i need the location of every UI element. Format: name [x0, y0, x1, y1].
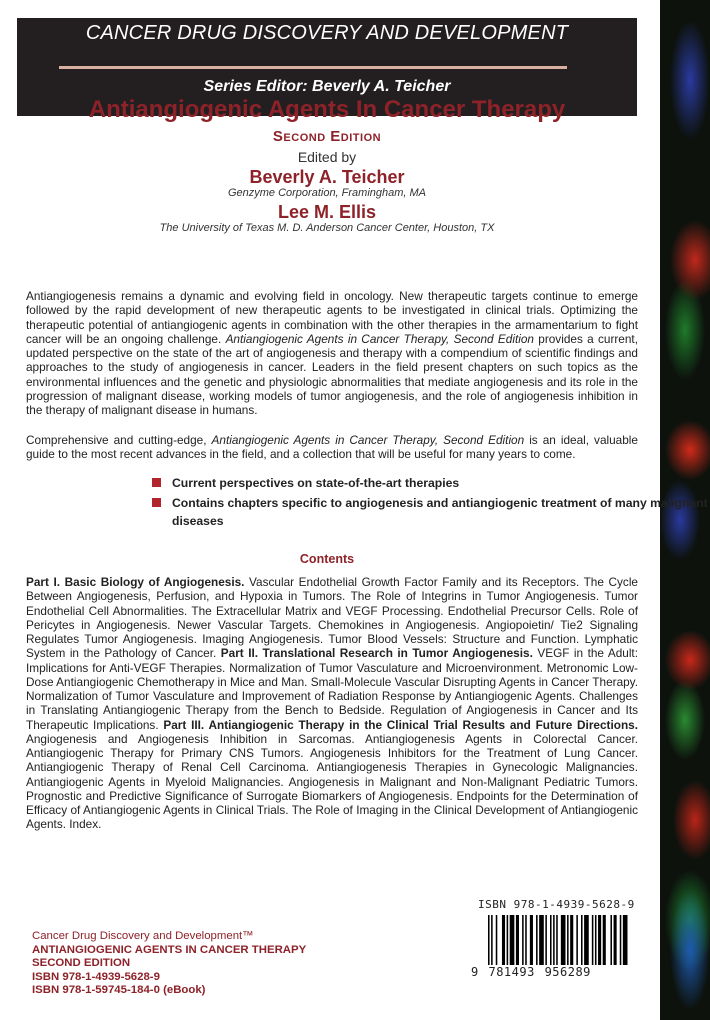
feature-text: Current perspectives on state-of-the-art therapies	[172, 476, 460, 490]
barcode-bar	[584, 915, 589, 965]
text-segment: VEGF in the Adult: Implications for Anti-VEGF Therapies. Normalization of Tumor Vasculature and Microenvironment. Metronomic Low-Dose Antiangiogenic Chemotherapy in Mice and Man. Small-Molecule Vascular Disrupting Agents in Cancer Therapy. Normalization of Tumor Vasculature and Improvement of Radiation Response by Antiangiogenic Agents. Challenges in Translating Antiangiogenic Therapy from the Bench to Bedside. Regulation of Angiogenesis in Cancer and Its Therapeutic Implications.	[26, 646, 638, 732]
barcode-bar	[522, 915, 524, 965]
series-editor: Series Editor: Beverly A. Teicher	[203, 78, 451, 95]
barcode-digit-group: 956289	[544, 965, 591, 979]
barcode-bar	[614, 915, 617, 965]
description-paragraph	[26, 433, 638, 462]
barcode-bar	[536, 915, 538, 965]
feature-item	[152, 494, 710, 530]
description-paragraph	[26, 289, 638, 418]
header-rule	[59, 66, 567, 69]
book-title-italic: Antiangiogenic Agents in Cancer Therapy, Second Edition	[225, 331, 534, 346]
barcode-bar	[510, 915, 515, 965]
barcode-bar	[620, 915, 622, 965]
text-segment: provides a current, updated perspective on the state of the art of angiogenesis and therapy with a compendium of scientific findings and approaches to the study of angiogenesis in cancer. Leaders in the field present chapters on such topics as the environmental influences and the genetic and physiologic abnormalities that mediate angiogenesis and its role in the progression of malignant disease, working models of tumor angiogenesis, and the role of angiogenesis inhibition in the therapy of malignant disease in humans.	[26, 331, 638, 418]
contents-heading: Contents	[299, 552, 355, 566]
editor-affiliation: Genzyme Corporation, Framingham, MA	[227, 187, 427, 199]
barcode-digit-group: 9	[471, 965, 479, 979]
barcode-bar	[525, 915, 527, 965]
book-title: Antiangiogenic Agents In Cancer Therapy	[88, 96, 566, 123]
barcode-bar	[592, 915, 594, 965]
barcode-bar	[567, 915, 569, 965]
contents-part-heading: Part I. Basic Biology of Angiogenesis.	[26, 575, 245, 589]
barcode-bar	[507, 915, 509, 965]
book-title-italic: Antiangiogenic Agents in Cancer Therapy, Second Edition	[211, 433, 525, 447]
book-edition: Second Edition	[272, 128, 382, 145]
contents-body	[26, 575, 638, 832]
text-segment: Vascular Endothelial Growth Factor Family and its Receptors. The Cycle Between Angiogenesis, Perfusion, and Hypoxia in Tumors. The Role of Integrins in Tumor Angiogenesis. Tumor Endothelial Cell Abnormalities. The Extracellular Matrix and VEGF Processing. Endothelial Precursor Cells. Role of Pericytes in Angiogenesis. Newer Vascular Targets. Chemokines in Angiogenesis. Angiopoietin/ Tie2 Signaling Regulates Tumor Angiogenesis. Imaging Angiogenesis. Tumor Blood Vessels: Structure and Function. Lymphatic System in the Pathology of Cancer.	[26, 575, 638, 661]
imprint-series: Cancer Drug Discovery and Development™	[32, 930, 254, 942]
bullet-square-icon	[152, 498, 161, 507]
imprint-isbn-ebook: ISBN 978-1-59745-184-0 (eBook)	[32, 984, 206, 997]
feature-text: Contains chapters specific to angiogenesis and antiangiogenic treatment of many malignant diseases	[172, 496, 708, 528]
barcode-bar	[539, 915, 544, 965]
imprint-block	[32, 930, 306, 998]
barcode-bar	[496, 915, 498, 965]
barcode-isbn-label: ISBN 978-1-4939-5628-9	[478, 898, 635, 911]
editor-name: Lee M. Ellis	[277, 202, 377, 222]
text-segment: is an ideal, valuable guide to the most recent advances in the field, and a collection that will be useful for many years to come.	[26, 433, 638, 462]
imprint-edition: SECOND EDITION	[32, 957, 131, 970]
editor-affiliation: The University of Texas M. D. Anderson Cancer Center, Houston, TX	[159, 222, 495, 234]
imprint-isbn-print: ISBN 978-1-4939-5628-9	[32, 970, 160, 983]
edited-by-label: Edited by	[297, 149, 357, 165]
text-segment: Angiogenesis and Angiogenesis Inhibition in Sarcomas. Antiangiogenesis Agents in Colorectal Cancer. Antiangiogenic Therapy for Primary CNS Tumors. Angiogenesis Inhibitors for the Treatment of Lung Cancer. Antiangiogenic Therapy of Renal Cell Carcinoma. Antiangiogenesis Therapies in Gynecologic Malignancies. Antiangiogenic Agents in Myeloid Malignancies. Angiogenesis in Malignant and Non-Malignant Pediatric Tumors. Prognostic and Predictive Significance of Surrogate Biomarkers of Angiogenesis. Endpoints for the Determination of Efficacy of Antiangiogenic Agents in Clinical Trials. The Role of Imaging in the Clinical Development of Antiangiogenic Agents. Index.	[26, 731, 638, 832]
editor-name: Beverly A. Teicher	[249, 167, 405, 187]
barcode-bar	[530, 915, 533, 965]
text-segment: Antiangiogenesis remains a dynamic and evolving field in oncology. New therapeutic targets continue to emerge followed by the rapid development of new therapeutic agents to be investigated in clinical trials. Optimizing the therapeutic potential of antiangiogenic agents in combination with the other therapies in the armamentarium to fight cancer will be an ongoing challenge.	[26, 289, 638, 346]
barcode-bar	[502, 915, 505, 965]
barcode-digits	[470, 965, 592, 979]
contents-part-heading: Part III. Antiangiogenic Therapy in the Clinical Trial Results and Future Directions.	[163, 717, 638, 732]
barcode-bar	[610, 915, 612, 965]
text-segment: Comprehensive and cutting-edge,	[26, 433, 212, 447]
series-title: CANCER DRUG DISCOVERY AND DEVELOPMENT	[85, 22, 569, 44]
barcode-bar	[550, 915, 552, 965]
barcode-bar	[576, 915, 578, 965]
barcode-bar	[553, 915, 555, 965]
barcode-bar	[603, 915, 606, 965]
barcode-bar	[516, 915, 519, 965]
barcode-bar	[598, 915, 601, 965]
barcode-bar	[581, 915, 583, 965]
feature-list	[152, 474, 710, 532]
imprint-title: ANTIANGIOGENIC AGENTS IN CANCER THERAPY	[32, 943, 307, 956]
barcode-bar	[570, 915, 573, 965]
feature-item	[152, 474, 710, 492]
contents-part-heading: Part II. Translational Research in Tumor Angiogenesis.	[220, 646, 533, 661]
barcode-bar	[545, 915, 547, 965]
bullet-square-icon	[152, 478, 161, 487]
barcode-bar	[595, 915, 597, 965]
barcode-bar	[623, 915, 628, 965]
barcode-digit-group: 781493	[488, 965, 535, 979]
